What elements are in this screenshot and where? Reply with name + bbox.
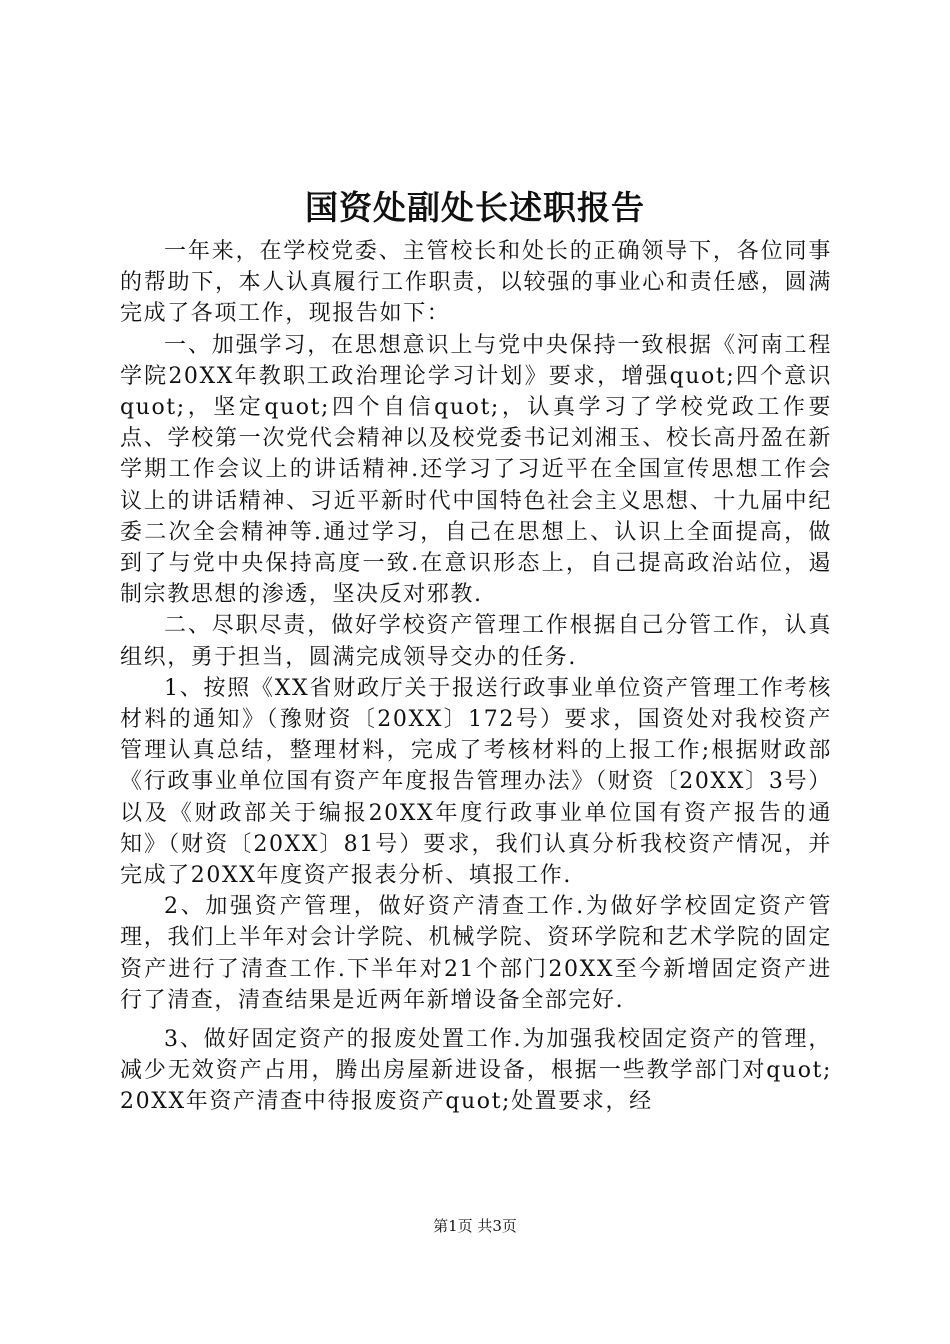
paragraph-section-2-duties: 二、尽职尽责，做好学校资产管理工作根据自己分管工作，认真组织，勇于担当，圆满完成领导交办的任务.: [120, 613, 832, 670]
document-title: 国资处副处长述职报告: [305, 188, 645, 227]
paragraph-item-1: 1、按照《XX省财政厅关于报送行政事业单位资产管理工作考核材料的通知》（豫财资〔20XX〕172号）要求，国资处对我校资产管理认真总结，整理材料，完成了考核材料的上报工作;根据财政部《行政事业单位国有资产年度报告管理办法》（财资〔20XX〕3号）以及《财政部关于编报20XX年度行政事业单位国有资产报告的通知》（财资〔20XX〕81号）要求，我们认真分析我校资产情况，并完成了20XX年度资产报表分析、填报工作.: [120, 675, 832, 889]
paragraph-item-3: 3、做好固定资产的报废处置工作.为加强我校固定资产的管理，减少无效资产占用，腾出房屋新进设备，根据一些教学部门对quot;20XX年资产清查中待报废资产quot;处置要求，经: [120, 1027, 832, 1115]
paragraph-section-1-study: 一、加强学习，在思想意识上与党中央保持一致根据《河南工程学院20XX年教职工政治理论学习计划》要求，增强quot;四个意识quot;，坚定quot;四个自信quot;，认真学习了学校党政工作要点、学校第一次党代会精神以及校党委书记刘湘玉、校长高丹盈在新学期工作会议上的讲话精神.还学习了习近平在全国宣传思想工作会议上的讲话精神、习近平新时代中国特色社会主义思想、十九届中纪委二次全会精神等.通过学习，自己在思想上、认识上全面提高，做到了与党中央保持高度一致.在意识形态上，自己提高政治站位，遏制宗教思想的渗透，坚决反对邪教.: [120, 332, 832, 608]
page-footer: 第1页 共3页: [433, 1217, 517, 1235]
document-body: [120, 236, 832, 1118]
paragraph-intro: 一年来，在学校党委、主管校长和处长的正确领导下，各位同事的帮助下，本人认真履行工作职责，以较强的事业心和责任感，圆满完成了各项工作，现报告如下：: [120, 239, 832, 327]
paragraph-item-2: 2、加强资产管理，做好资产清查工作.为做好学校固定资产管理，我们上半年对会计学院、机械学院、资环学院和艺术学院的固定资产进行了清查工作.下半年对21个部门20XX至今新增固定资产进行了清查，清查结果是近两年新增设备全部完好.: [120, 894, 832, 1013]
